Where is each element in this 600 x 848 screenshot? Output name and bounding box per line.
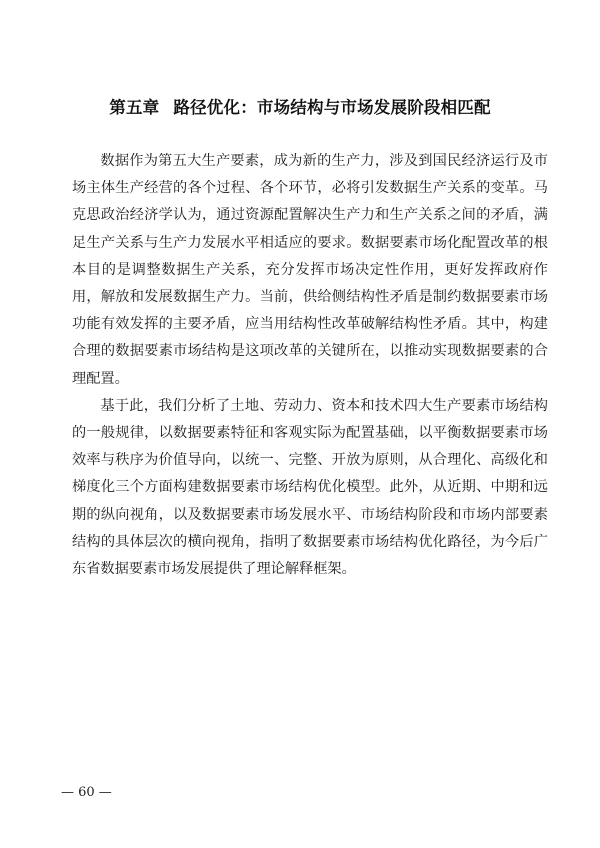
chapter-number: 第五章: [109, 98, 160, 117]
page-number: — 60 —: [61, 785, 112, 800]
body-text: [72, 148, 548, 583]
chapter-heading: 路径优化：市场结构与市场发展阶段相匹配: [173, 98, 491, 117]
chapter-title: [0, 94, 600, 118]
paragraph-1: 数据作为第五大生产要素，成为新的生产力，涉及到国民经济运行及市场主体生产经营的各个过程、各个环节，必将引发数据生产关系的变革。马克思政治经济学认为，通过资源配置解决生产力和生产关系之间的矛盾，满足生产关系与生产力发展水平相适应的要求。数据要素市场化配置改革的根本目的是调整数据生产关系，充分发挥市场决定性作用，更好发挥政府作用，解放和发展数据生产力。当前，供给侧结构性矛盾是制约数据要素市场功能有效发挥的主要矛盾，应当用结构性改革破解结构性矛盾。其中，构建合理的数据要素市场结构是这项改革的关键所在，以推动实现数据要素的合理配置。: [72, 153, 548, 387]
paragraph-2: 基于此，我们分析了土地、劳动力、资本和技术四大生产要素市场结构的一般规律，以数据要素特征和客观实际为配置基础，以平衡数据要素市场效率与秩序为价值导向，以统一、完整、开放为原则，从合理化、高级化和梯度化三个方面构建数据要素市场结构优化模型。此外，从近期、中期和远期的纵向视角，以及数据要素市场发展水平、市场结构阶段和市场内部要素结构的具体层次的横向视角，指明了数据要素市场结构优化路径，为今后广东省数据要素市场发展提供了理论解释框架。: [72, 397, 548, 578]
